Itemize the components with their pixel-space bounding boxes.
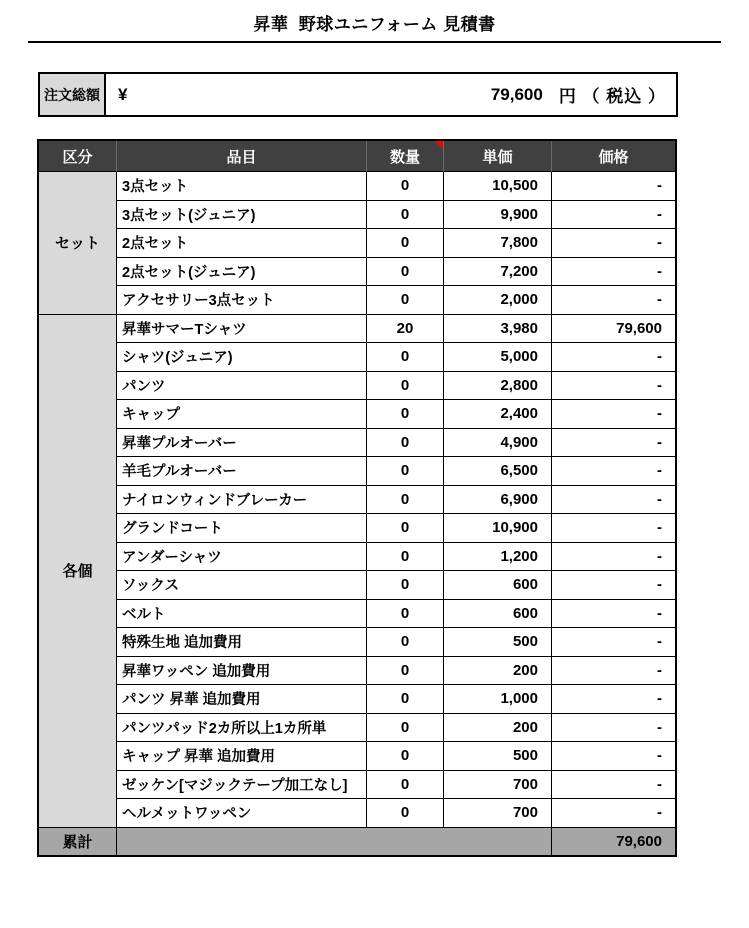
item-cell: 羊毛プルオーバー (117, 457, 367, 486)
comment-indicator-icon (435, 141, 443, 149)
price-cell: - (552, 799, 675, 828)
item-cell: パンツ 昇華 追加費用 (117, 685, 367, 714)
unit-price-cell: 7,800 (444, 229, 552, 258)
quantity-cell[interactable]: 0 (367, 229, 444, 258)
unit-price-cell: 600 (444, 571, 552, 600)
item-cell: 3点セット (117, 172, 367, 201)
table-row (39, 742, 675, 771)
quantity-cell[interactable]: 0 (367, 771, 444, 800)
table-row (39, 714, 675, 743)
table-row (39, 201, 675, 230)
table-row (39, 486, 675, 515)
price-cell: - (552, 229, 675, 258)
unit-price-cell: 2,400 (444, 400, 552, 429)
unit-price-cell: 3,980 (444, 315, 552, 344)
price-cell: - (552, 343, 675, 372)
price-cell: - (552, 514, 675, 543)
item-cell: ソックス (117, 571, 367, 600)
unit-price-cell: 6,500 (444, 457, 552, 486)
header-quantity (367, 141, 444, 172)
unit-price-cell: 2,000 (444, 286, 552, 315)
quantity-cell[interactable]: 0 (367, 543, 444, 572)
table-header-row (39, 141, 675, 172)
header-quantity-label: 数量 (389, 148, 420, 166)
item-cell: アクセサリー3点セット (117, 286, 367, 315)
table-row (39, 799, 675, 828)
item-cell: 昇華ワッペン 追加費用 (117, 657, 367, 686)
price-cell: - (552, 628, 675, 657)
header-price: 価格 (552, 141, 675, 172)
price-cell: - (552, 172, 675, 201)
price-cell: - (552, 457, 675, 486)
order-total-suffix: 円 （ 税込 ） (558, 87, 666, 106)
table-row (39, 628, 675, 657)
price-cell: - (552, 600, 675, 629)
item-cell: ベルト (117, 600, 367, 629)
quantity-cell[interactable]: 20 (367, 315, 444, 344)
quantity-cell[interactable]: 0 (367, 172, 444, 201)
order-total-amount: 79,600 (490, 84, 543, 104)
price-cell: - (552, 400, 675, 429)
footer-spacer-cell (117, 828, 552, 855)
item-cell: キャップ (117, 400, 367, 429)
item-cell: キャップ 昇華 追加費用 (117, 742, 367, 771)
table-footer-row (39, 828, 675, 855)
item-cell: パンツパッド2カ所以上1カ所単 (117, 714, 367, 743)
unit-price-cell: 2,800 (444, 372, 552, 401)
quantity-cell[interactable]: 0 (367, 286, 444, 315)
quantity-cell[interactable]: 0 (367, 714, 444, 743)
header-unit-price: 単価 (444, 141, 552, 172)
table-row (39, 343, 675, 372)
item-cell: パンツ (117, 372, 367, 401)
quantity-cell[interactable]: 0 (367, 457, 444, 486)
table-row (39, 457, 675, 486)
item-cell: シャツ(ジュニア) (117, 343, 367, 372)
price-cell: - (552, 771, 675, 800)
item-cell: 2点セット(ジュニア) (117, 258, 367, 287)
quantity-cell[interactable]: 0 (367, 258, 444, 287)
header-item: 品目 (117, 141, 367, 172)
item-cell: ナイロンウィンドブレーカー (117, 486, 367, 515)
unit-price-cell: 500 (444, 628, 552, 657)
unit-price-cell: 700 (444, 799, 552, 828)
price-cell: - (552, 543, 675, 572)
table-row (39, 685, 675, 714)
quantity-cell[interactable]: 0 (367, 372, 444, 401)
table-row (39, 372, 675, 401)
quantity-cell[interactable]: 0 (367, 429, 444, 458)
unit-price-cell: 10,900 (444, 514, 552, 543)
header-category: 区分 (39, 141, 117, 172)
order-total-value (106, 74, 676, 115)
order-total-box (38, 72, 678, 117)
price-cell: - (552, 486, 675, 515)
unit-price-cell: 7,200 (444, 258, 552, 287)
footer-total-value: 79,600 (552, 828, 675, 855)
table-row (39, 657, 675, 686)
unit-price-cell: 5,000 (444, 343, 552, 372)
table-row (39, 286, 675, 315)
unit-price-cell: 6,900 (444, 486, 552, 515)
table-row (39, 514, 675, 543)
page-title: 昇華 野球ユニフォーム 見積書 (253, 15, 496, 34)
price-cell: - (552, 372, 675, 401)
group-label: 各個 (39, 315, 117, 828)
quantity-cell[interactable]: 0 (367, 628, 444, 657)
price-cell: 79,600 (552, 315, 675, 344)
item-cell: 昇華サマーTシャツ (117, 315, 367, 344)
item-cell: 3点セット(ジュニア) (117, 201, 367, 230)
currency-symbol: ¥ (118, 84, 128, 104)
table-row (39, 229, 675, 258)
table-row (39, 600, 675, 629)
table-row (39, 771, 675, 800)
item-cell: ヘルメットワッペン (117, 799, 367, 828)
table-row (39, 400, 675, 429)
price-cell: - (552, 742, 675, 771)
item-cell: 昇華プルオーバー (117, 429, 367, 458)
table-row (39, 571, 675, 600)
unit-price-cell: 1,000 (444, 685, 552, 714)
unit-price-cell: 600 (444, 600, 552, 629)
table-row (39, 429, 675, 458)
estimate-table (37, 139, 677, 857)
price-cell: - (552, 685, 675, 714)
order-total-label: 注文総額 (40, 74, 106, 115)
item-cell: グランドコート (117, 514, 367, 543)
table-row (39, 315, 675, 344)
price-cell: - (552, 714, 675, 743)
group-label: セット (39, 172, 117, 315)
quantity-cell[interactable]: 0 (367, 657, 444, 686)
unit-price-cell: 700 (444, 771, 552, 800)
price-cell: - (552, 286, 675, 315)
table-row (39, 258, 675, 287)
price-cell: - (552, 258, 675, 287)
unit-price-cell: 500 (444, 742, 552, 771)
item-cell: 2点セット (117, 229, 367, 258)
unit-price-cell: 9,900 (444, 201, 552, 230)
quantity-cell[interactable]: 0 (367, 400, 444, 429)
quantity-cell[interactable]: 0 (367, 571, 444, 600)
item-cell: 特殊生地 追加費用 (117, 628, 367, 657)
quantity-cell[interactable]: 0 (367, 201, 444, 230)
unit-price-cell: 200 (444, 714, 552, 743)
price-cell: - (552, 657, 675, 686)
unit-price-cell: 200 (444, 657, 552, 686)
price-cell: - (552, 201, 675, 230)
quantity-cell[interactable]: 0 (367, 486, 444, 515)
item-cell: ゼッケン[マジックテープ加工なし] (117, 771, 367, 800)
quantity-cell[interactable]: 0 (367, 742, 444, 771)
quantity-cell[interactable]: 0 (367, 799, 444, 828)
quantity-cell[interactable]: 0 (367, 685, 444, 714)
title-underline (28, 41, 721, 43)
footer-total-label: 累計 (39, 828, 117, 855)
price-cell: - (552, 571, 675, 600)
table-row (39, 543, 675, 572)
price-cell: - (552, 429, 675, 458)
unit-price-cell: 4,900 (444, 429, 552, 458)
quantity-cell[interactable]: 0 (367, 343, 444, 372)
table-row (39, 172, 675, 201)
quantity-cell[interactable]: 0 (367, 514, 444, 543)
unit-price-cell: 10,500 (444, 172, 552, 201)
unit-price-cell: 1,200 (444, 543, 552, 572)
quantity-cell[interactable]: 0 (367, 600, 444, 629)
item-cell: アンダーシャツ (117, 543, 367, 572)
